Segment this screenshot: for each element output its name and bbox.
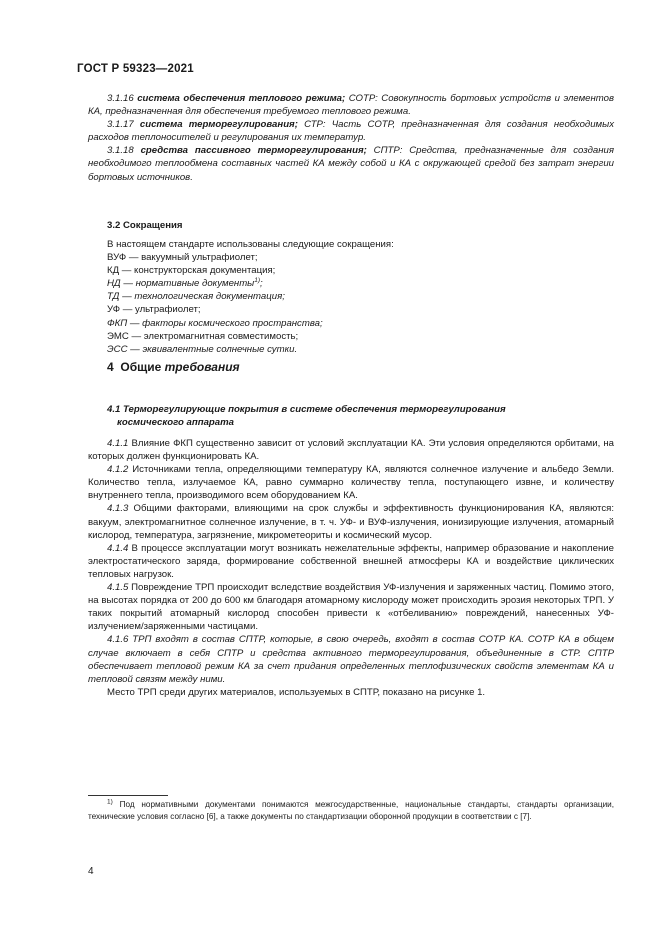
footnote-ref: 1) xyxy=(254,277,261,285)
footnote: $^{1)}$ Под нормативными документами понимаются межгосударственные, национальные стандарты, стандарты организации, технические условия согласно [6], а также документы по стандартизации оборонной продукции в соответствии с [7]. xyxy=(88,798,614,821)
abbreviation-item: ВУФ — вакуумный ультрафиолет; xyxy=(107,252,258,264)
abbreviation-item: ФКП — факторы космического пространства; xyxy=(107,317,323,329)
definitions-block xyxy=(88,92,614,184)
paragraph-4-1-3: 4.1.3 Общими факторами, влияющими на срок службы и эффективность функционирования КА, являются: вакуум, электромагнитное солнечное излучение, в т. ч. УФ- и ВУФ-излучения, ионизирующие излучения, атомарный кислород, температура, загрязнение, микрометеориты и космический мусор. xyxy=(88,503,614,541)
paragraph-4-1-1: 4.1.1 Влияние ФКП существенно зависит от условий эксплуатации КА. Эти условия определяются орбитами, на которых должен функционировать КА. xyxy=(88,438,614,463)
definition-3-1-17: 3.1.17 система терморегулирования; СТР: Часть СОТР, предназначенная для создания необходимых расходов теплоносителей и регулирования их температур. xyxy=(88,119,614,144)
abbreviation-item: УФ — ультрафиолет; xyxy=(107,304,201,316)
abbreviations-intro: В настоящем стандарте использованы следующие сокращения: xyxy=(107,239,394,250)
abbreviations-list xyxy=(107,238,607,356)
abbreviation-item: НД — нормативные документы$^{1)}$; xyxy=(107,277,263,290)
definition-3-1-18: 3.1.18 средства пассивного терморегулирования; СПТР: Средства, предназначенные для создания необходимого теплообмена составных частей КА между собой и КА с окружающей средой без затрат энергии бортовых источников. xyxy=(88,145,615,183)
paragraph-4-1-4: 4.1.4 В процессе эксплуатации могут возникать нежелательные эффекты, например образование и накопление электростатического заряда, формирование собственной внешней атмосферы КА и воздействие циклических тепловых нагрузок. xyxy=(88,542,614,580)
abbreviation-item: ЭСС — эквивалентные солнечные сутки. xyxy=(107,343,298,355)
section-4-1-body xyxy=(88,437,614,699)
document-header: ГОСТ Р 59323—2021 xyxy=(77,63,194,75)
abbreviation-item: ТД — технологическая документация; xyxy=(107,291,285,303)
paragraph-4-1-6: 4.1.6 ТРП входят в состав СПТР, которые, в свою очередь, входят в состав СОТР КА. СОТР КА в общем случае включает в себя СПТР и средства активного терморегулирования, объединенные в СТР. СПТР обеспечивает тепловой режим КА за счет придания определенных теплофизических свойств элементам КА и тепловой связям между ними. xyxy=(88,634,614,685)
paragraph-4-1-5: 4.1.5 Повреждение ТРП происходит вследствие воздействия УФ-излучения и заряженных частиц. Помимо этого, на высотах порядка от 200 до 600 км благодаря атомарному кислороду может происходить эрозия некоторых ТРП. У таких покрытий атомарный кислород способен привести к «отбеливанию» повреждений, нанесенных УФ-излучением/заряженными частицами. xyxy=(88,582,614,633)
abbreviation-item: ЭМС — электромагнитная совместимость; xyxy=(107,330,299,342)
section-3-2-heading: 3.2 Сокращения xyxy=(107,220,183,231)
section-4-heading: 4 Общие требования xyxy=(107,360,240,374)
page-number: 4 xyxy=(88,866,94,877)
paragraph-4-1-2: 4.1.2 Источниками тепла, определяющими температуру КА, являются солнечное излучение и альбедо Земли. Количество тепла, излучаемое КА, равно суммарно количеству тепла, поступающего извне, и количеству внутреннего тепла, производимого всем оборудованием КА. xyxy=(88,464,614,502)
abbreviation-item: КД — конструкторская документация; xyxy=(107,265,276,277)
footnote-separator xyxy=(88,795,168,796)
subsection-4-1-heading: 4.1 Терморегулирующие покрытия в системе обеспечения терморегулирования космического аппарата xyxy=(107,404,506,428)
closing-paragraph: Место ТРП среди других материалов, используемых в СПТР, показано на рисунке 1. xyxy=(107,686,486,698)
definition-3-1-16: 3.1.16 система обеспечения теплового режима; СОТР: Совокупность бортовых устройств и элементов КА, предназначенная для обеспечения требуемого теплового режима. xyxy=(88,93,615,118)
